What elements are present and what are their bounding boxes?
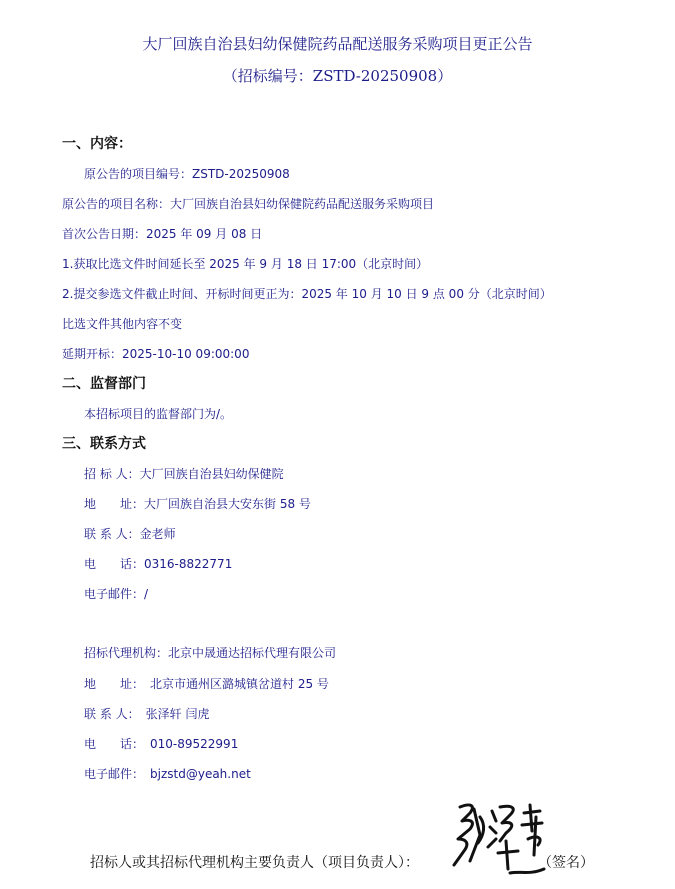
agency-phone-label: 电 话： [84,737,145,751]
agency-phone-row [84,735,238,752]
tenderer-email-row [84,585,148,602]
section3-heading: 三、联系方式 [62,436,146,452]
supervision-text: 本招标项目的监督部门为/。 [84,407,233,421]
signature-suffix: （签名） [538,855,594,871]
tenderer-contact-label: 联 系 人： [84,527,140,541]
agency-value: 北京中晟通达招标代理有限公司 [168,646,337,660]
original-project-number: 原公告的项目编号：ZSTD-20250908 [84,167,290,181]
agency-contact-value: 张泽轩 闫虎 [145,707,210,721]
tenderer-email-label: 电子邮件： [84,587,145,601]
tenderer-contact-value: 金老师 [139,527,176,541]
agency-contact-row [84,705,209,722]
tender-number: （招标编号：ZSTD-20250908） [222,67,453,85]
agency-address-row [84,675,329,692]
signature-label: 招标人或其招标代理机构主要负责人（项目负责人）： [90,855,419,871]
tenderer-row [84,465,284,482]
section1-heading: 一、内容： [62,136,132,152]
agency-address-label: 地 址： [84,677,145,691]
agency-email-value: bjzstd@yeah.net [150,767,251,781]
agency-address-value: 北京市通州区潞城镇岔道村 25 号 [150,677,329,691]
handwritten-signature [440,795,550,885]
original-project-name: 原公告的项目名称：大厂回族自治县妇幼保健院药品配送服务采购项目 [62,197,435,211]
tenderer-label: 招 标 人： [84,467,140,481]
tenderer-phone-label: 电 话： [84,557,145,571]
change-item-2: 2.提交参选文件截止时间、开标时间更正为：2025 年 10 月 10 日 9 点 00 分（北京时间） [62,287,552,301]
postponed-opening: 延期开标：2025-10-10 09:00:00 [62,347,250,361]
agency-email-label: 电子邮件： [84,767,145,781]
other-content-unchanged: 比选文件其他内容不变 [62,317,183,331]
agency-contact-label: 联 系 人： [84,707,140,721]
tenderer-email-value: / [144,587,149,601]
first-announcement-date: 首次公告日期：2025 年 09 月 08 日 [62,227,263,241]
tenderer-value: 大厂回族自治县妇幼保健院 [139,467,284,481]
tenderer-phone-row [84,555,232,572]
agency-row [84,644,336,661]
document-title: 大厂回族自治县妇幼保健院药品配送服务采购项目更正公告 [142,35,533,53]
agency-label: 招标代理机构： [84,646,169,660]
tenderer-contact-row [84,525,176,542]
tenderer-address-row [84,495,311,512]
change-item-1: 1.获取比选文件时间延长至 2025 年 9 月 18 日 17:00（北京时间） [62,257,429,271]
tenderer-phone-value: 0316-8822771 [144,557,233,571]
agency-email-row [84,765,251,782]
agency-phone-value: 010-89522991 [150,737,239,751]
tenderer-address-value: 大厂回族自治县大安东街 58 号 [144,497,311,511]
section2-heading: 二、监督部门 [62,376,146,392]
tenderer-address-label: 地 址： [84,497,145,511]
